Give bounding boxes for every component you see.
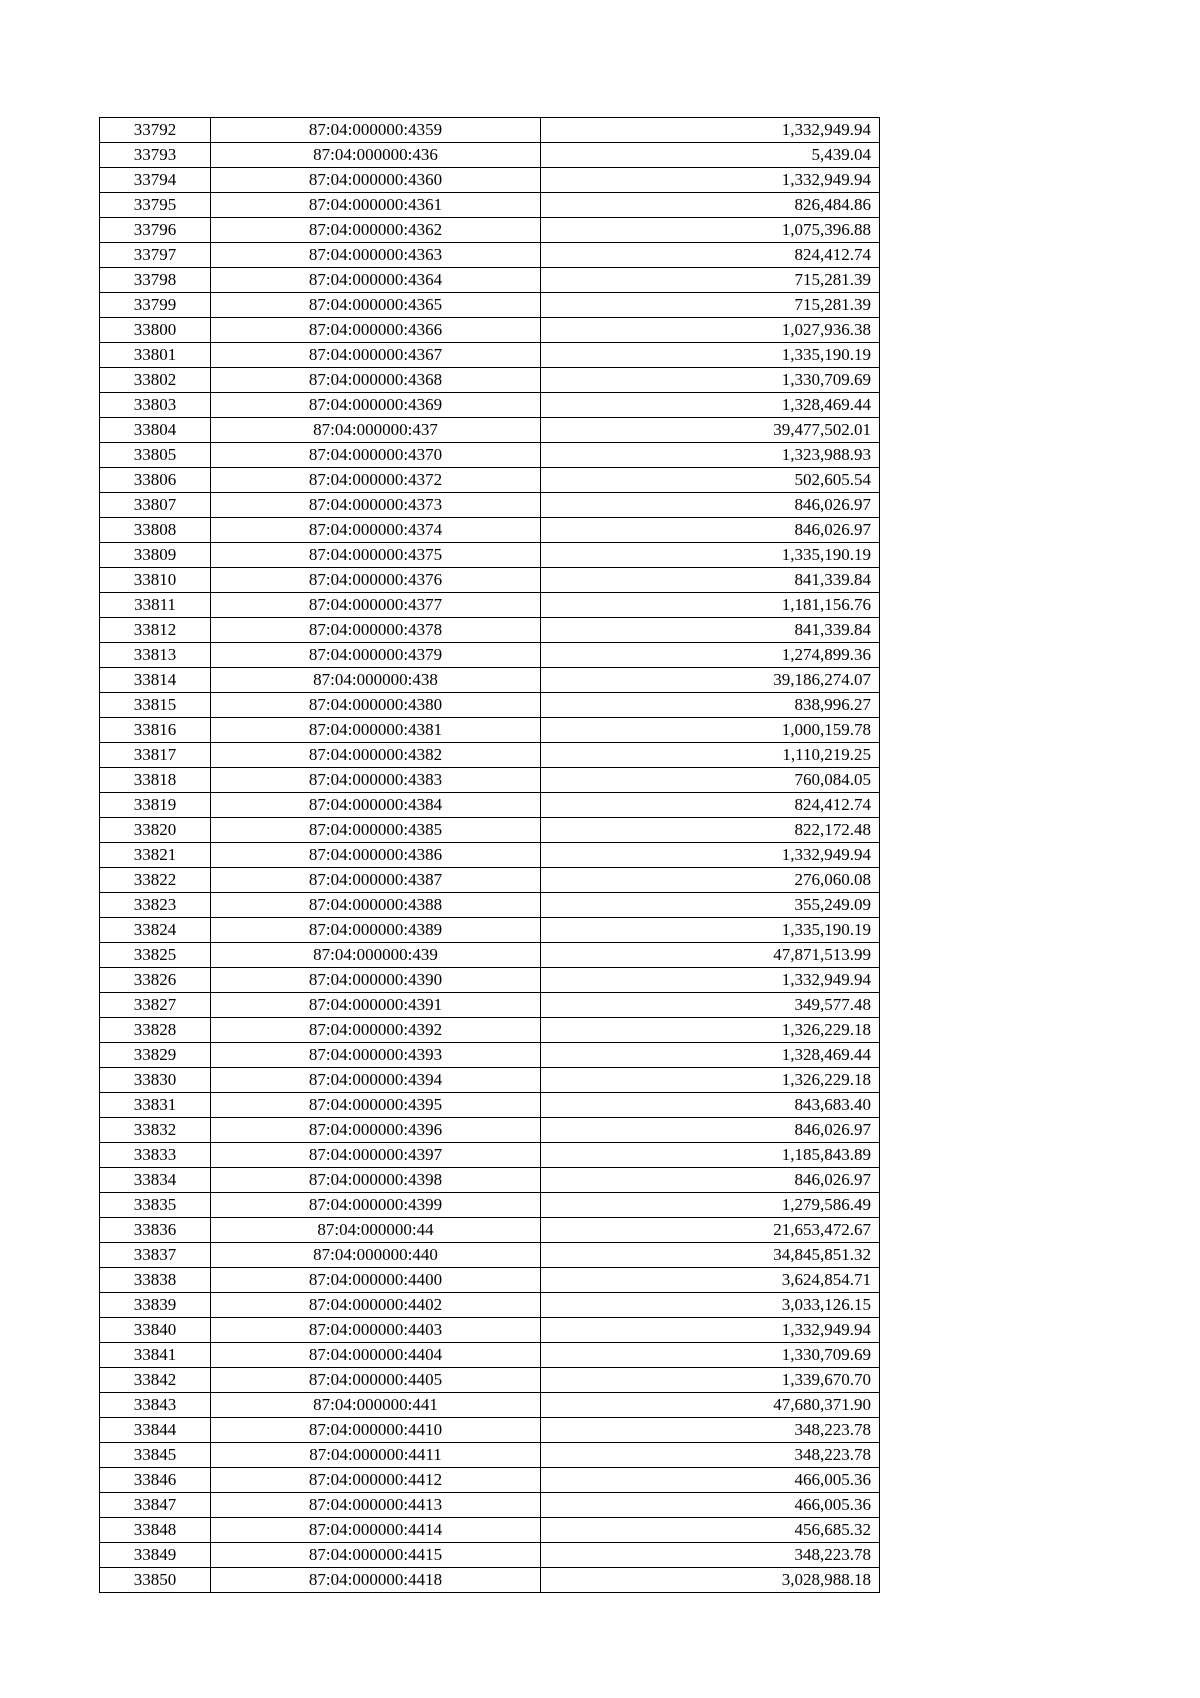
row-number: 33837 <box>100 1243 211 1268</box>
cadastral-number: 87:04:000000:4381 <box>211 718 541 743</box>
row-number: 33809 <box>100 543 211 568</box>
table-row <box>100 1468 880 1493</box>
table-row <box>100 493 880 518</box>
cadastral-value: 466,005.36 <box>541 1468 880 1493</box>
cadastral-value: 502,605.54 <box>541 468 880 493</box>
cadastral-number: 87:04:000000:4395 <box>211 1093 541 1118</box>
cadastral-value: 348,223.78 <box>541 1543 880 1568</box>
table-row <box>100 618 880 643</box>
cadastral-number: 87:04:000000:4412 <box>211 1468 541 1493</box>
cadastral-value: 34,845,851.32 <box>541 1243 880 1268</box>
cadastral-value-table <box>99 117 880 1593</box>
cadastral-value: 1,181,156.76 <box>541 593 880 618</box>
row-number: 33819 <box>100 793 211 818</box>
row-number: 33797 <box>100 243 211 268</box>
row-number: 33800 <box>100 318 211 343</box>
cadastral-number: 87:04:000000:4393 <box>211 1043 541 1068</box>
row-number: 33792 <box>100 118 211 143</box>
table-row <box>100 1268 880 1293</box>
cadastral-number: 87:04:000000:4415 <box>211 1543 541 1568</box>
row-number: 33807 <box>100 493 211 518</box>
row-number: 33836 <box>100 1218 211 1243</box>
table-row <box>100 718 880 743</box>
cadastral-number: 87:04:000000:4398 <box>211 1168 541 1193</box>
row-number: 33813 <box>100 643 211 668</box>
row-number: 33835 <box>100 1193 211 1218</box>
row-number: 33823 <box>100 893 211 918</box>
row-number: 33850 <box>100 1568 211 1593</box>
table-row <box>100 318 880 343</box>
cadastral-number: 87:04:000000:4405 <box>211 1368 541 1393</box>
row-number: 33801 <box>100 343 211 368</box>
cadastral-number: 87:04:000000:4373 <box>211 493 541 518</box>
row-number: 33840 <box>100 1318 211 1343</box>
cadastral-number: 87:04:000000:4361 <box>211 193 541 218</box>
table-row <box>100 1518 880 1543</box>
table-row <box>100 168 880 193</box>
row-number: 33808 <box>100 518 211 543</box>
table-row <box>100 668 880 693</box>
cadastral-value: 1,027,936.38 <box>541 318 880 343</box>
cadastral-number: 87:04:000000:4380 <box>211 693 541 718</box>
row-number: 33826 <box>100 968 211 993</box>
table-row <box>100 743 880 768</box>
cadastral-value: 1,330,709.69 <box>541 1343 880 1368</box>
cadastral-number: 87:04:000000:440 <box>211 1243 541 1268</box>
table-row <box>100 1418 880 1443</box>
cadastral-number: 87:04:000000:4360 <box>211 168 541 193</box>
row-number: 33847 <box>100 1493 211 1518</box>
table-row <box>100 643 880 668</box>
cadastral-value: 466,005.36 <box>541 1493 880 1518</box>
table-row <box>100 543 880 568</box>
row-number: 33839 <box>100 1293 211 1318</box>
cadastral-number: 87:04:000000:4385 <box>211 818 541 843</box>
cadastral-value: 276,060.08 <box>541 868 880 893</box>
cadastral-number: 87:04:000000:4369 <box>211 393 541 418</box>
table-row <box>100 568 880 593</box>
table-body <box>100 118 880 1593</box>
table-row <box>100 1118 880 1143</box>
cadastral-value: 348,223.78 <box>541 1443 880 1468</box>
row-number: 33843 <box>100 1393 211 1418</box>
table-row <box>100 1018 880 1043</box>
table-row <box>100 1443 880 1468</box>
table-row <box>100 193 880 218</box>
cadastral-number: 87:04:000000:4389 <box>211 918 541 943</box>
cadastral-number: 87:04:000000:4414 <box>211 1518 541 1543</box>
row-number: 33831 <box>100 1093 211 1118</box>
row-number: 33834 <box>100 1168 211 1193</box>
cadastral-number: 87:04:000000:44 <box>211 1218 541 1243</box>
cadastral-value: 1,332,949.94 <box>541 118 880 143</box>
cadastral-value: 846,026.97 <box>541 518 880 543</box>
table-row <box>100 518 880 543</box>
cadastral-number: 87:04:000000:4387 <box>211 868 541 893</box>
table-row <box>100 343 880 368</box>
cadastral-number: 87:04:000000:4386 <box>211 843 541 868</box>
cadastral-number: 87:04:000000:4365 <box>211 293 541 318</box>
table-row <box>100 1093 880 1118</box>
table-row <box>100 418 880 443</box>
table-row <box>100 143 880 168</box>
cadastral-value: 1,110,219.25 <box>541 743 880 768</box>
cadastral-value: 824,412.74 <box>541 243 880 268</box>
cadastral-number: 87:04:000000:4402 <box>211 1293 541 1318</box>
cadastral-number: 87:04:000000:4367 <box>211 343 541 368</box>
table-row <box>100 393 880 418</box>
cadastral-number: 87:04:000000:4413 <box>211 1493 541 1518</box>
row-number: 33806 <box>100 468 211 493</box>
cadastral-value: 1,332,949.94 <box>541 1318 880 1343</box>
cadastral-value: 1,185,843.89 <box>541 1143 880 1168</box>
table-row <box>100 1043 880 1068</box>
row-number: 33825 <box>100 943 211 968</box>
cadastral-number: 87:04:000000:4394 <box>211 1068 541 1093</box>
cadastral-value: 822,172.48 <box>541 818 880 843</box>
table-row <box>100 693 880 718</box>
table-row <box>100 1368 880 1393</box>
table-row <box>100 1318 880 1343</box>
row-number: 33830 <box>100 1068 211 1093</box>
cadastral-value: 1,328,469.44 <box>541 393 880 418</box>
cadastral-value: 1,332,949.94 <box>541 843 880 868</box>
cadastral-value: 39,186,274.07 <box>541 668 880 693</box>
cadastral-number: 87:04:000000:4375 <box>211 543 541 568</box>
cadastral-number: 87:04:000000:4396 <box>211 1118 541 1143</box>
table-row <box>100 768 880 793</box>
cadastral-number: 87:04:000000:4376 <box>211 568 541 593</box>
cadastral-value: 1,335,190.19 <box>541 343 880 368</box>
cadastral-number: 87:04:000000:4418 <box>211 1568 541 1593</box>
row-number: 33841 <box>100 1343 211 1368</box>
row-number: 33833 <box>100 1143 211 1168</box>
table-row <box>100 993 880 1018</box>
row-number: 33828 <box>100 1018 211 1043</box>
table-row <box>100 368 880 393</box>
row-number: 33804 <box>100 418 211 443</box>
cadastral-value: 47,871,513.99 <box>541 943 880 968</box>
cadastral-value: 1,326,229.18 <box>541 1018 880 1043</box>
table-row <box>100 793 880 818</box>
row-number: 33794 <box>100 168 211 193</box>
cadastral-number: 87:04:000000:4403 <box>211 1318 541 1343</box>
table-row <box>100 1493 880 1518</box>
row-number: 33812 <box>100 618 211 643</box>
row-number: 33798 <box>100 268 211 293</box>
table-row <box>100 1218 880 1243</box>
cadastral-value: 843,683.40 <box>541 1093 880 1118</box>
cadastral-value: 39,477,502.01 <box>541 418 880 443</box>
row-number: 33816 <box>100 718 211 743</box>
cadastral-value: 3,033,126.15 <box>541 1293 880 1318</box>
row-number: 33815 <box>100 693 211 718</box>
cadastral-number: 87:04:000000:4363 <box>211 243 541 268</box>
row-number: 33844 <box>100 1418 211 1443</box>
cadastral-number: 87:04:000000:4379 <box>211 643 541 668</box>
table-row <box>100 968 880 993</box>
cadastral-value: 349,577.48 <box>541 993 880 1018</box>
row-number: 33805 <box>100 443 211 468</box>
table-row <box>100 443 880 468</box>
cadastral-value: 1,323,988.93 <box>541 443 880 468</box>
cadastral-number: 87:04:000000:4362 <box>211 218 541 243</box>
cadastral-value: 838,996.27 <box>541 693 880 718</box>
table-row <box>100 293 880 318</box>
cadastral-value: 841,339.84 <box>541 618 880 643</box>
cadastral-value: 846,026.97 <box>541 1118 880 1143</box>
table-row <box>100 1143 880 1168</box>
row-number: 33827 <box>100 993 211 1018</box>
cadastral-number: 87:04:000000:4404 <box>211 1343 541 1368</box>
cadastral-value: 3,028,988.18 <box>541 1568 880 1593</box>
row-number: 33832 <box>100 1118 211 1143</box>
cadastral-number: 87:04:000000:4411 <box>211 1443 541 1468</box>
table-row <box>100 893 880 918</box>
table-row <box>100 1393 880 1418</box>
row-number: 33802 <box>100 368 211 393</box>
cadastral-value: 846,026.97 <box>541 493 880 518</box>
table-row <box>100 1068 880 1093</box>
cadastral-value: 1,339,670.70 <box>541 1368 880 1393</box>
table-row <box>100 118 880 143</box>
table-row <box>100 1168 880 1193</box>
row-number: 33811 <box>100 593 211 618</box>
cadastral-value: 3,624,854.71 <box>541 1268 880 1293</box>
cadastral-number: 87:04:000000:4392 <box>211 1018 541 1043</box>
row-number: 33796 <box>100 218 211 243</box>
cadastral-number: 87:04:000000:4359 <box>211 118 541 143</box>
cadastral-number: 87:04:000000:437 <box>211 418 541 443</box>
cadastral-number: 87:04:000000:4372 <box>211 468 541 493</box>
cadastral-value: 1,328,469.44 <box>541 1043 880 1068</box>
cadastral-number: 87:04:000000:4364 <box>211 268 541 293</box>
cadastral-value: 1,332,949.94 <box>541 168 880 193</box>
cadastral-value: 1,274,899.36 <box>541 643 880 668</box>
table-row <box>100 943 880 968</box>
row-number: 33849 <box>100 1543 211 1568</box>
row-number: 33820 <box>100 818 211 843</box>
cadastral-number: 87:04:000000:438 <box>211 668 541 693</box>
cadastral-number: 87:04:000000:441 <box>211 1393 541 1418</box>
cadastral-number: 87:04:000000:4366 <box>211 318 541 343</box>
table-row <box>100 1543 880 1568</box>
cadastral-value: 1,335,190.19 <box>541 543 880 568</box>
cadastral-number: 87:04:000000:4388 <box>211 893 541 918</box>
table-row <box>100 268 880 293</box>
row-number: 33824 <box>100 918 211 943</box>
cadastral-number: 87:04:000000:4390 <box>211 968 541 993</box>
cadastral-number: 87:04:000000:436 <box>211 143 541 168</box>
cadastral-value: 760,084.05 <box>541 768 880 793</box>
cadastral-value: 1,335,190.19 <box>541 918 880 943</box>
cadastral-value: 824,412.74 <box>541 793 880 818</box>
cadastral-number: 87:04:000000:4397 <box>211 1143 541 1168</box>
table-row <box>100 243 880 268</box>
table-row <box>100 1293 880 1318</box>
table-row <box>100 868 880 893</box>
cadastral-number: 87:04:000000:4378 <box>211 618 541 643</box>
cadastral-number: 87:04:000000:4400 <box>211 1268 541 1293</box>
row-number: 33845 <box>100 1443 211 1468</box>
row-number: 33838 <box>100 1268 211 1293</box>
row-number: 33821 <box>100 843 211 868</box>
table-row <box>100 1343 880 1368</box>
table-row <box>100 468 880 493</box>
cadastral-value: 1,326,229.18 <box>541 1068 880 1093</box>
row-number: 33817 <box>100 743 211 768</box>
cadastral-value: 1,332,949.94 <box>541 968 880 993</box>
cadastral-value: 846,026.97 <box>541 1168 880 1193</box>
cadastral-number: 87:04:000000:4377 <box>211 593 541 618</box>
cadastral-value: 715,281.39 <box>541 293 880 318</box>
cadastral-value: 21,653,472.67 <box>541 1218 880 1243</box>
table-row <box>100 818 880 843</box>
cadastral-number: 87:04:000000:4391 <box>211 993 541 1018</box>
cadastral-number: 87:04:000000:4374 <box>211 518 541 543</box>
cadastral-value: 826,484.86 <box>541 193 880 218</box>
cadastral-number: 87:04:000000:4370 <box>211 443 541 468</box>
row-number: 33810 <box>100 568 211 593</box>
table-row <box>100 1193 880 1218</box>
row-number: 33818 <box>100 768 211 793</box>
table-row <box>100 843 880 868</box>
row-number: 33795 <box>100 193 211 218</box>
table-row <box>100 1243 880 1268</box>
cadastral-value: 715,281.39 <box>541 268 880 293</box>
row-number: 33842 <box>100 1368 211 1393</box>
cadastral-value: 355,249.09 <box>541 893 880 918</box>
table-row <box>100 1568 880 1593</box>
cadastral-number: 87:04:000000:4410 <box>211 1418 541 1443</box>
row-number: 33822 <box>100 868 211 893</box>
cadastral-value: 47,680,371.90 <box>541 1393 880 1418</box>
row-number: 33803 <box>100 393 211 418</box>
cadastral-value: 1,330,709.69 <box>541 368 880 393</box>
row-number: 33846 <box>100 1468 211 1493</box>
cadastral-value: 841,339.84 <box>541 568 880 593</box>
table-row <box>100 218 880 243</box>
cadastral-value: 5,439.04 <box>541 143 880 168</box>
cadastral-number: 87:04:000000:4368 <box>211 368 541 393</box>
row-number: 33799 <box>100 293 211 318</box>
row-number: 33829 <box>100 1043 211 1068</box>
row-number: 33793 <box>100 143 211 168</box>
table-row <box>100 918 880 943</box>
row-number: 33814 <box>100 668 211 693</box>
cadastral-value: 456,685.32 <box>541 1518 880 1543</box>
cadastral-number: 87:04:000000:4383 <box>211 768 541 793</box>
cadastral-value: 1,279,586.49 <box>541 1193 880 1218</box>
cadastral-number: 87:04:000000:439 <box>211 943 541 968</box>
cadastral-value: 348,223.78 <box>541 1418 880 1443</box>
cadastral-value: 1,075,396.88 <box>541 218 880 243</box>
cadastral-number: 87:04:000000:4382 <box>211 743 541 768</box>
table-row <box>100 593 880 618</box>
row-number: 33848 <box>100 1518 211 1543</box>
cadastral-number: 87:04:000000:4399 <box>211 1193 541 1218</box>
cadastral-value: 1,000,159.78 <box>541 718 880 743</box>
cadastral-number: 87:04:000000:4384 <box>211 793 541 818</box>
